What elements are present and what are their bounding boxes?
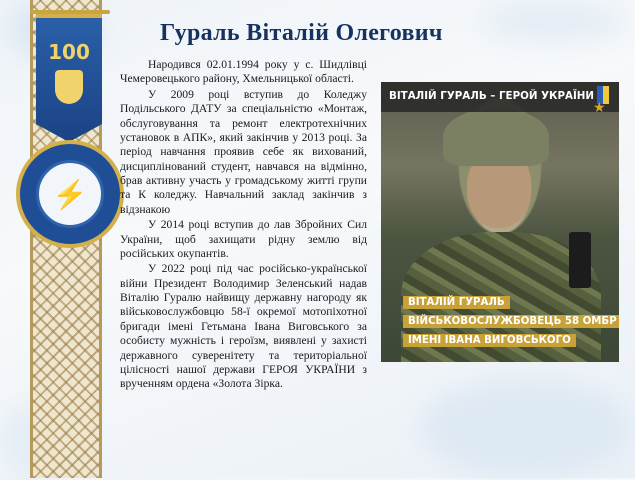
paragraph: У 2009 році вступив до Коледжу Подільського ДАТУ за спеціальністю «Монтаж, обслуговування та ремонт електротехнічних установок в АПК», який закінчив у 2013 році. За період навчання проявив себе як вихований, дисциплінований студент, навчався на відмінно, брав активну участь у громадському житті групи та К коледжу. Навчальний заклад закінчив з відзнакою: [120, 87, 367, 216]
radio-icon: [569, 232, 591, 288]
paragraph: У 2022 році під час російсько-української війни Президент Володимир Зеленський надав Віталію Гуралю найвищу державну нагороду як військовослужбовцю 58-ї окремої мотопіхотної бригади імені Гетьмана Івана Виговського за особисту мужність і героїзм, виявлені у захисті державного суверенітету та територіальної цілісності нашої держави ГЕРОЯ УКРАЇНИ з врученням ордена «Золота Зірка.: [120, 262, 367, 391]
banner-number: 100: [48, 40, 90, 64]
caption-unit: ІМЕНІ ІВАНА ВИГОВСЬКОГО: [403, 334, 576, 347]
decor-wash: [420, 380, 630, 475]
power-tower-icon: ⚡: [52, 180, 88, 211]
paragraph: Народився 02.01.1994 року у с. Шидлівці Чемеровецького району, Хмельницької області.: [120, 58, 367, 86]
photo-header-text: ВІТАЛІЙ ГУРАЛЬ – ГЕРОЙ УКРАЇНИ: [389, 90, 595, 102]
biography-text: [120, 58, 367, 393]
caption-name: ВІТАЛІЙ ГУРАЛЬ: [403, 296, 510, 309]
hero-star-icon: ★: [593, 101, 606, 116]
caption-rank: ВІЙСЬКОВОСЛУЖБОВЕЦЬ 58 ОМБР: [403, 315, 619, 328]
photo-helmet: [443, 108, 549, 166]
soldier-photo: [381, 82, 619, 362]
paragraph: У 2014 році вступив до лав Збройних Сил України, щоб захищати рідну землю від російських окупантів.: [120, 218, 367, 260]
page-title: Гураль Віталій Олегович: [160, 20, 443, 46]
banner-rod: [30, 10, 110, 14]
banner-shield-icon: [55, 70, 83, 104]
